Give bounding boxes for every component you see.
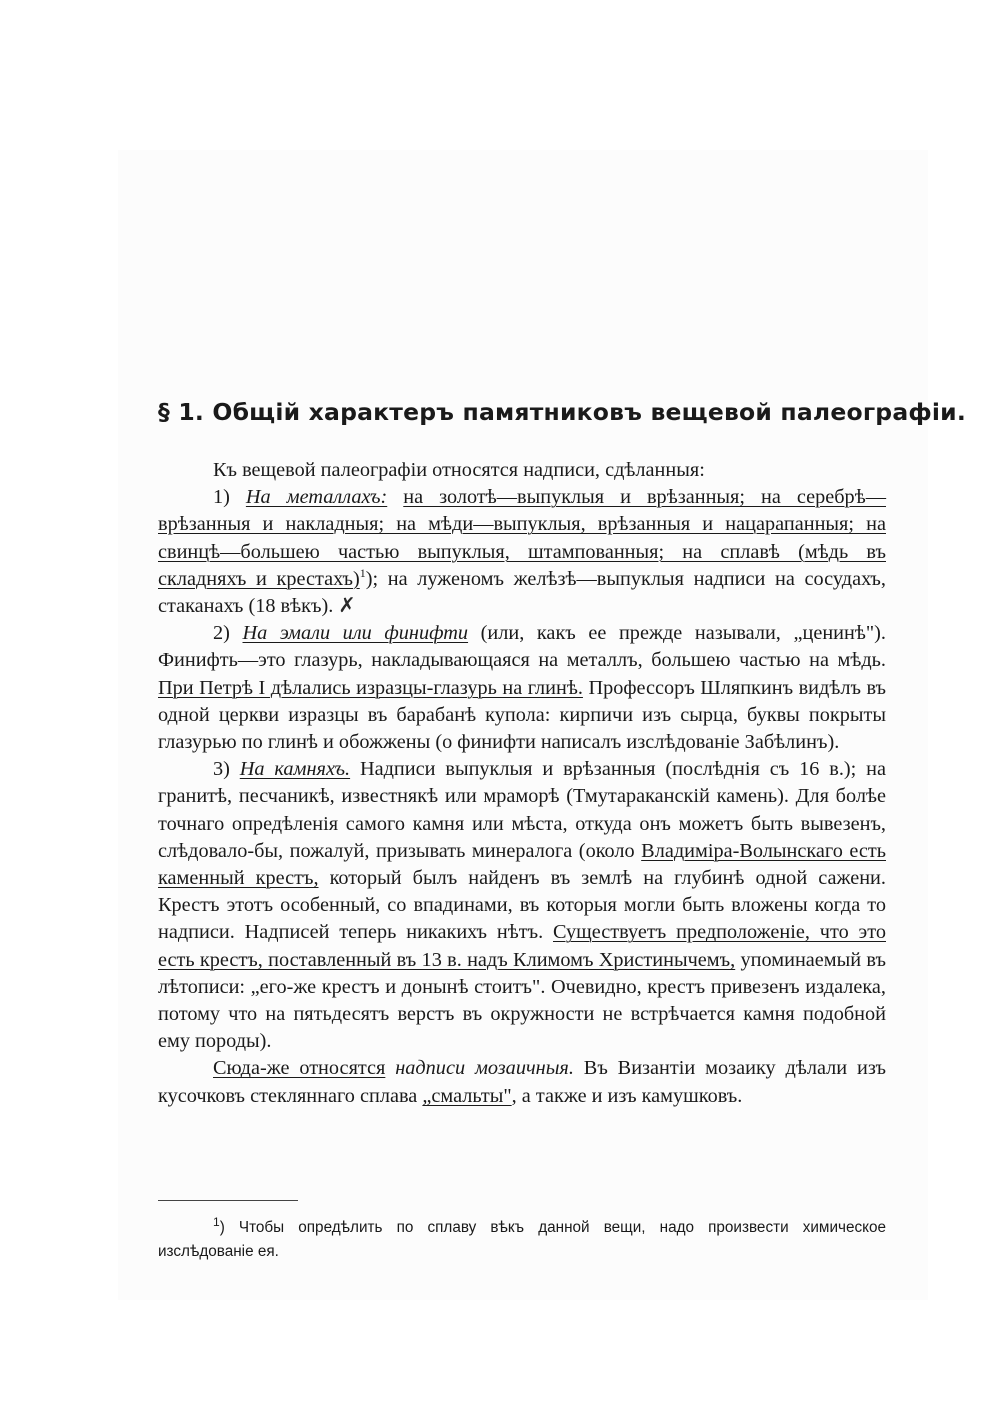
item-text: (или, какъ ее прежде называли, „цeнинѣ"). Финифть—это глазурь, накладывающаяся на металлъ, большею частью на мѣдь. bbox=[158, 622, 886, 672]
item-stones bbox=[158, 756, 886, 1055]
item-text: упоминаемый въ лѣтописи: „его-же крестъ и донынѣ стоитъ". Очевидно, крестъ привезенъ издалека, потому что на пятьдесятъ верстъ въ окружности не встрѣчается камня подобной ему породы). bbox=[158, 948, 886, 1053]
section-heading: § 1. Общій характеръ памятниковъ вещевой палеографіи. bbox=[158, 398, 966, 426]
item-text: который былъ найденъ въ землѣ на глубинѣ одной сажени. Крестъ этотъ особенный, со впадинами, въ которыя могли быть вложены когда то надписи. Надписей теперь никакихъ нѣтъ. bbox=[158, 867, 886, 944]
intro-paragraph: Къ вещевой палеографіи относятся надписи, сдѣланныя: bbox=[213, 459, 705, 481]
item-number: 1) bbox=[213, 486, 230, 509]
footnote-body: ) Чтобы опредѣлить по сплаву вѣкъ данной вещи, надо произвести химическое изслѣдованіе ея. bbox=[158, 1219, 886, 1260]
pencil-mark: ✗ bbox=[338, 595, 356, 618]
item-metals bbox=[158, 484, 886, 620]
item-text-underlined: Владиміра-Волынскаго есть каменный крестъ, bbox=[158, 839, 886, 890]
item-title: На камняхъ. bbox=[239, 758, 351, 781]
item-number: 3) bbox=[213, 758, 230, 781]
item-number: 2) bbox=[213, 622, 230, 645]
mosaic-title: надписи мозаичныя. bbox=[395, 1057, 574, 1080]
item-text-underlined: Существуетъ предположеніе, что это есть крестъ, поставленный въ 13 в. надъ Климомъ Христинычемъ, bbox=[158, 921, 886, 971]
footnote-text bbox=[158, 1216, 886, 1264]
item-text: Надписи выпуклыя и врѣзанныя (послѣднія съ 16 в.); на гранитѣ, песчаникѣ, известнякѣ или мраморѣ (Тмутараканскій камень). Для болѣе точнаго опредѣленія самого камня или мѣста, откуда онъ можетъ быть вывезенъ, слѣдовало-бы, пожалуй, призывать минералога (около bbox=[158, 758, 886, 862]
item-text: на золотѣ—выпуклыя и врѣзанныя; на серебрѣ—врѣзанныя и накладныя; на мѣди—выпуклыя, врѣзанныя и нацарапанныя; на свинцѣ—большею частью выпуклыя, штампованныя; на сплавѣ (мѣдь въ складняхъ и крестахъ) bbox=[158, 486, 886, 590]
mosaic-text: , а также и изъ камушковъ. bbox=[511, 1084, 743, 1107]
smalt-term: „смальты" bbox=[422, 1084, 512, 1107]
item-title: На эмали или финифти bbox=[242, 622, 469, 645]
mosaic-paragraph bbox=[158, 1055, 886, 1109]
footnote-ref: 1 bbox=[359, 566, 366, 581]
mosaic-text: Въ Византіи мозаику дѣлали изъ кусочковъ стекляннаго сплава bbox=[158, 1057, 886, 1107]
item-text: ); на луженомъ желѣзѣ—выпуклыя надписи на сосудахъ, стаканахъ (18 вѣкъ). bbox=[158, 567, 886, 618]
body-text bbox=[158, 457, 886, 1110]
item-text-underlined: При Петрѣ I дѣлались изразцы-глазурь на глинѣ. bbox=[158, 676, 583, 699]
mosaic-text-underlined: Сюда-же относятся bbox=[213, 1057, 386, 1080]
item-text: Профессоръ Шляпкинъ видѣлъ въ одной церкви изразцы въ барабанѣ купола: кирпичи изъ сырца, буквы покрыты глазурью по глинѣ и обожжены (о финифти написалъ изслѣдованіе Забѣлинъ). bbox=[158, 676, 887, 754]
footnote-number: 1 bbox=[213, 1214, 220, 1229]
footnote bbox=[158, 1216, 886, 1264]
footnote-divider bbox=[158, 1200, 298, 1201]
item-title: На металлахъ: bbox=[245, 486, 388, 509]
item-enamel bbox=[158, 620, 886, 756]
